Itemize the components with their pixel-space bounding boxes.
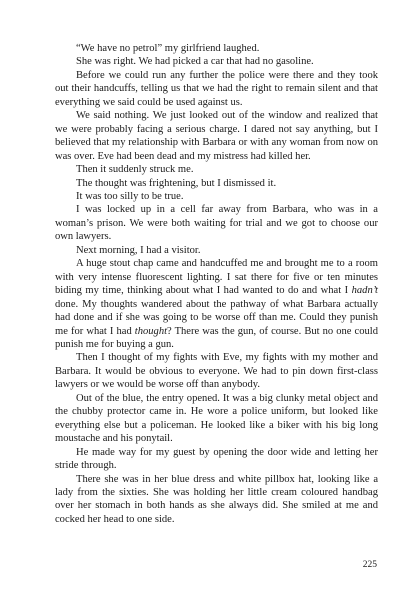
paragraph: A huge stout chap came and handcuffed me and brought me to a room with very intense fluorescent lighting. I sat there for five or ten minutes biding my time, thinking about what I had wanted to do and what I hadn’t done. My thoughts wandered about the pathway of what Barbara actually had done and if she was going to be worse off than me. Could they punish me for what I had thought? There was the gun, of course. But no one could punish me for buying a gun.: [55, 258, 378, 350]
paragraph: He made way for my guest by opening the door wide and letting her stride through.: [55, 446, 378, 472]
paragraph: There she was in her blue dress and white pillbox hat, looking like a lady from the sixties. She was holding her little cream coloured handbag over her stomach in both hands as she always did. She smiled at me and cocked her head to one side.: [55, 473, 378, 525]
emphasis: thought: [134, 325, 168, 337]
paragraph: Before we could run any further the police were there and they took out their handcuffs, telling us that we had the right to remain silent and that everything we said could be used against us.: [55, 69, 378, 108]
emphasis: hadn’t: [351, 285, 378, 297]
paragraph: Then it suddenly struck me.: [76, 164, 194, 176]
paragraph: Then I thought of my fights with Eve, my fights with my mother and Barbara. It would be obvious to everyone. We had to pin down first-class lawyers or we would be worse off than anybody.: [55, 352, 378, 391]
paragraph: I was locked up in a cell far away from Barbara, who was in a woman’s prison. We were both waiting for trial and we got to choose our own lawyers.: [55, 204, 378, 243]
paragraph: Out of the blue, the entry opened. It was a big clunky metal object and the chubby protector came in. He wore a police uniform, but looked like everything else but a policeman. He looked like a biker with his big long moustache and his ponytail.: [55, 392, 378, 445]
paragraph: Next morning, I had a visitor.: [76, 244, 201, 256]
paragraph: She was right. We had picked a car that had no gasoline.: [76, 56, 314, 68]
body-text: [55, 42, 378, 526]
paragraph: “We have no petrol” my girlfriend laughed.: [76, 43, 260, 54]
paragraph: It was too silly to be true.: [76, 190, 184, 202]
page-number: 225: [362, 560, 377, 570]
paragraph: The thought was frightening, but I dismissed it.: [76, 177, 277, 189]
paragraph: We said nothing. We just looked out of the window and realized that we were probably facing a serious charge. I dared not say anything, but I believed that my relationship with Barbara or with any woman from now on was over. Eve had been dead and my mistress had killed her.: [55, 110, 378, 162]
